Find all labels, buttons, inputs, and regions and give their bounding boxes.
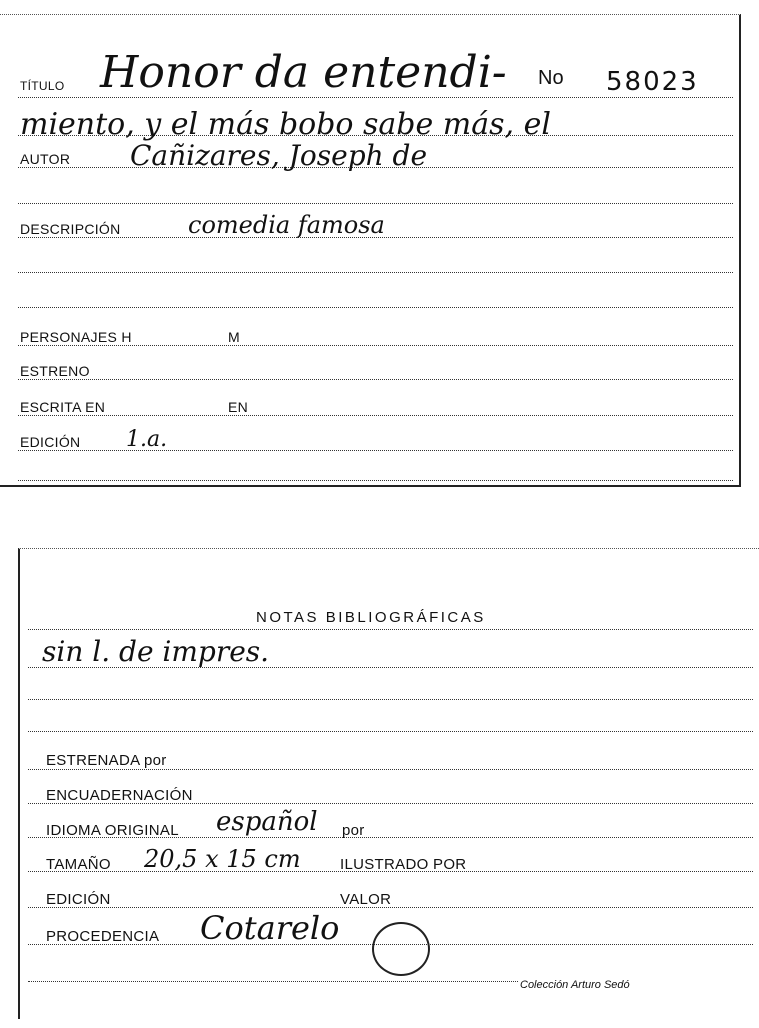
titulo-value-line2: miento, y el más bobo sabe más, el (20, 107, 551, 142)
blank-rule-3 (18, 307, 733, 308)
notes-rule-4 (28, 731, 753, 732)
ilustrado-label: ILUSTRADO POR (340, 856, 467, 873)
valor-label: VALOR (340, 891, 392, 908)
stamp-circle (372, 922, 430, 976)
numero-value: 58023 (606, 67, 699, 97)
titulo-value-line1: Honor da entendi- (100, 47, 507, 98)
edicion-back-label: EDICIÓN (46, 891, 111, 908)
escrita-en-2-label: EN (228, 399, 249, 415)
procedencia-value: Cotarelo (200, 909, 340, 947)
estreno-rule (18, 379, 733, 380)
back-catalog-card (18, 548, 759, 1019)
procedencia-label: PROCEDENCIA (46, 928, 160, 945)
notas-heading: NOTAS BIBLIOGRÁFICAS (256, 609, 486, 626)
titulo-label: TÍTULO (20, 79, 65, 93)
estrenada-rule (28, 769, 753, 770)
blank-rule-1 (18, 203, 733, 204)
front-catalog-card (0, 14, 741, 487)
encuadernacion-label: ENCUADERNACIÓN (46, 787, 193, 804)
footer-rule (28, 981, 518, 982)
estrenada-label: ESTRENADA por (46, 752, 167, 769)
personajes-label: PERSONAJES H (20, 329, 132, 345)
edicion-value: 1.a. (126, 427, 168, 452)
personajes-m-label: M (228, 329, 240, 345)
notes-value: sin l. de impres. (42, 635, 270, 668)
descripcion-label: DESCRIPCIÓN (20, 221, 121, 237)
notes-rule-3 (28, 699, 753, 700)
descripcion-value: comedia famosa (188, 211, 385, 239)
bottom-rule (18, 480, 733, 481)
collection-footer: Colección Arturo Sedó (520, 979, 630, 991)
idioma-value: español (216, 807, 318, 837)
escrita-en-label: ESCRITA EN (20, 399, 106, 415)
estreno-label: ESTRENO (20, 363, 90, 379)
blank-rule-2 (18, 272, 733, 273)
notes-rule-1 (28, 629, 753, 630)
personajes-rule (18, 345, 733, 346)
numero-mark: No (538, 67, 564, 89)
tamano-label: TAMAÑO (46, 856, 111, 873)
tamano-value: 20,5 x 15 cm (144, 845, 301, 873)
autor-label: AUTOR (20, 151, 71, 167)
edicion-label: EDICIÓN (20, 434, 81, 450)
idioma-por-label: por (342, 822, 365, 839)
autor-value: Cañizares, Joseph de (130, 139, 428, 172)
idioma-label: IDIOMA ORIGINAL (46, 822, 179, 839)
escrita-rule (18, 415, 733, 416)
